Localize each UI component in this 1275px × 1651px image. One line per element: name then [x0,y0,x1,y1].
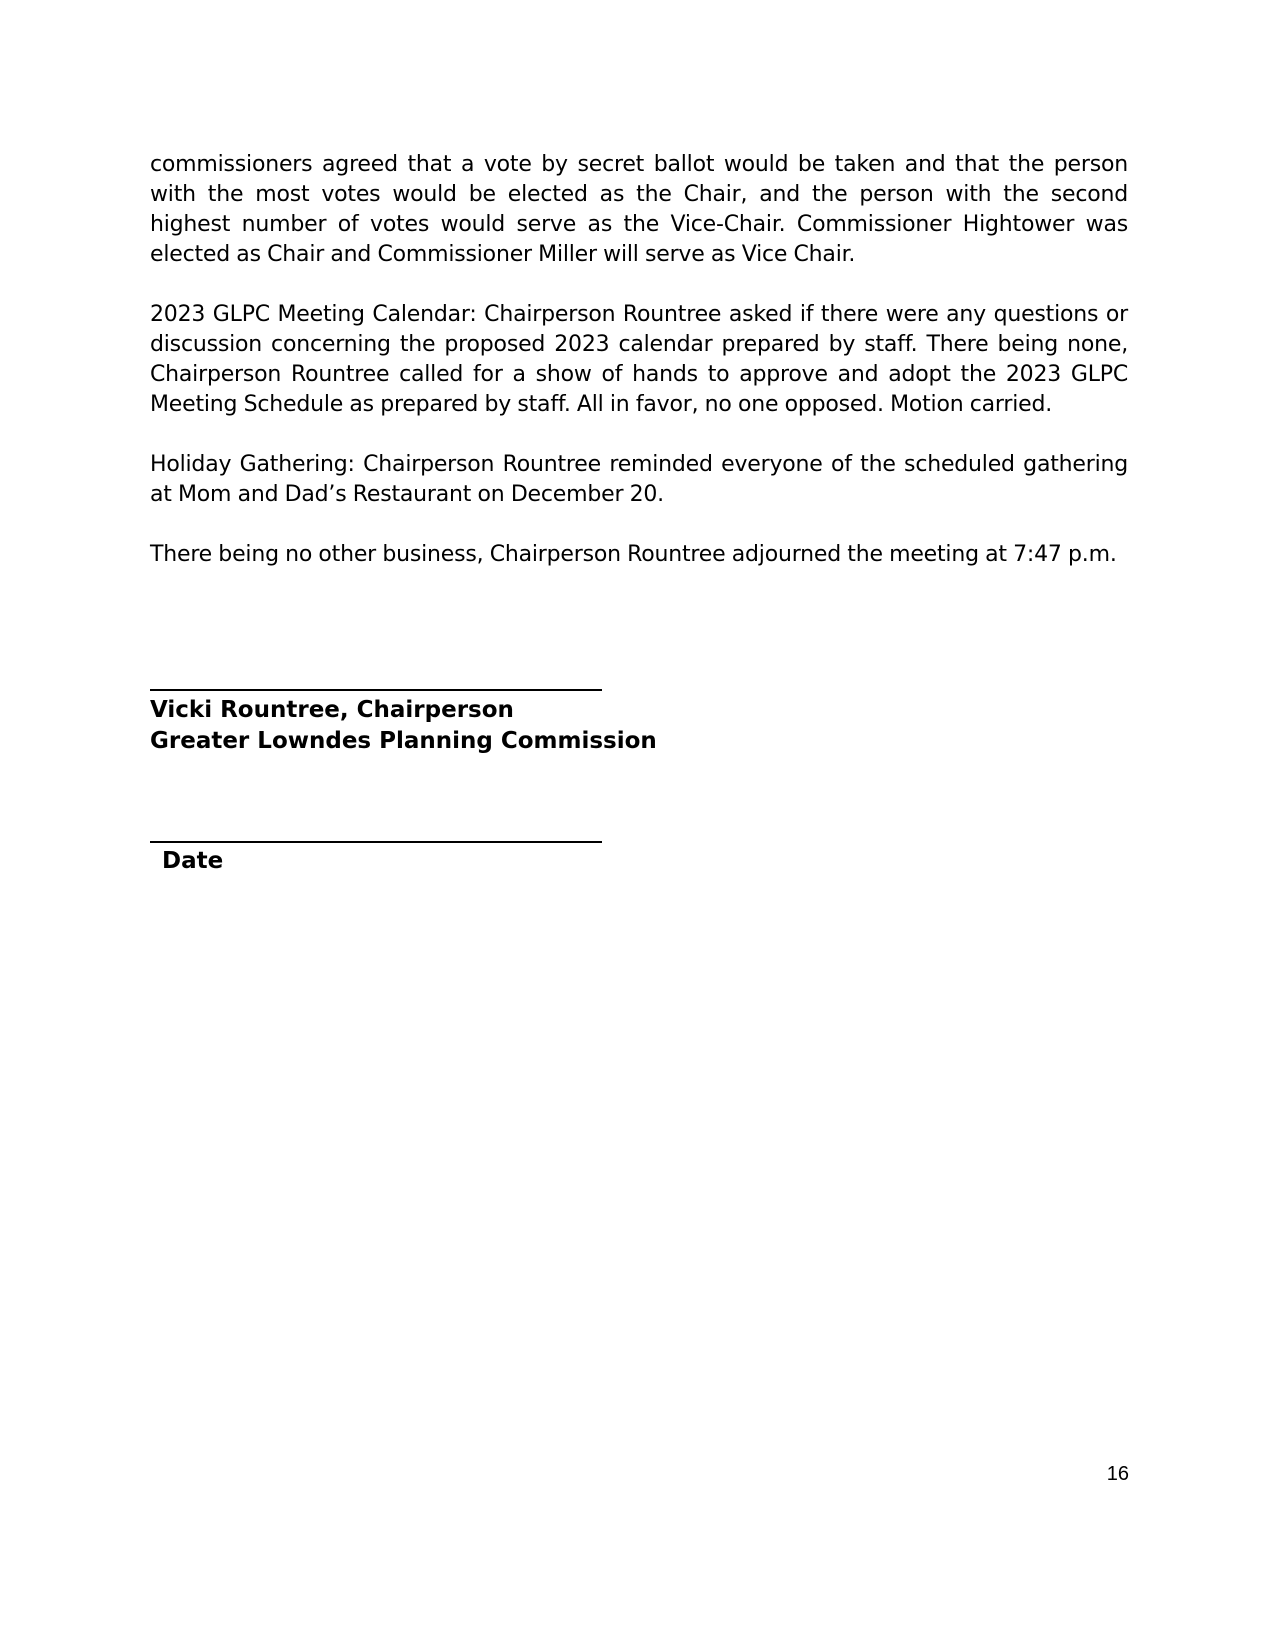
signature-line [150,689,602,691]
signature-block [150,695,657,757]
paragraph-holiday-gathering: Holiday Gathering: Chairperson Rountree reminded everyone of the scheduled gathering at Mom and Dad’s Restaurant on December 20. [150,452,1128,507]
signatory-name-title: Vicki Rountree, Chairperson [150,697,514,723]
date-label: Date [162,848,224,874]
date-line [150,841,602,843]
paragraph-meeting-calendar: 2023 GLPC Meeting Calendar: Chairperson Rountree asked if there were any questions or discussion concerning the proposed 2023 calendar prepared by staff. There being none, Chairperson Rountree called for a show of hands to approve and adopt the 2023 GLPC Meeting Schedule as prepared by staff. All in favor, no one opposed. Motion carried. [150,302,1128,417]
paragraph-officer-election: commissioners agreed that a vote by secret ballot would be taken and that the person with the most votes would be elected as the Chair, and the person with the second highest number of votes would serve as the Vice-Chair. Commissioner Hightower was elected as Chair and Commissioner Miller will serve as Vice Chair. [150,152,1128,267]
signatory-organization: Greater Lowndes Planning Commission [150,728,657,754]
minutes-body [150,150,1128,600]
paragraph-adjournment: There being no other business, Chairperson Rountree adjourned the meeting at 7:47 p.m. [150,542,1117,567]
page-number: 16 [1106,1463,1129,1485]
